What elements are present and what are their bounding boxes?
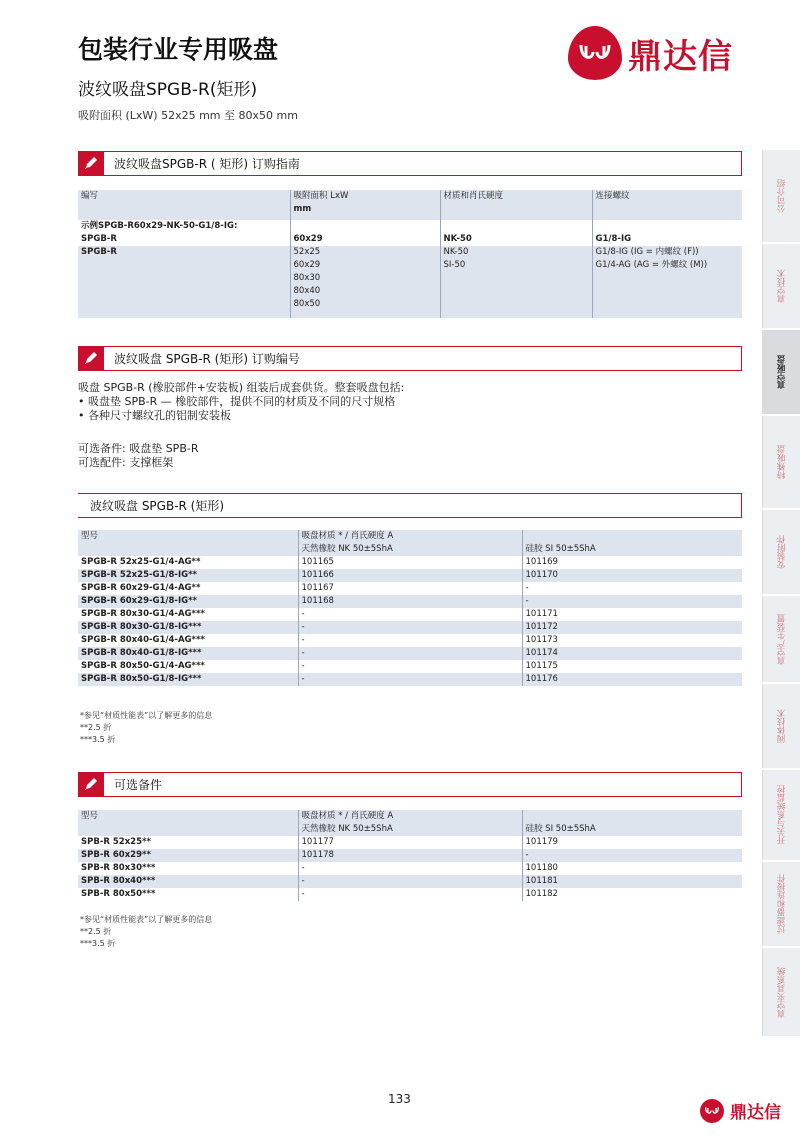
table-header-row: 天然橡胶 NK 50±5ShA 硅胶 SI 50±5ShA <box>78 543 742 556</box>
table-row <box>78 888 742 901</box>
area-range: 吸附面积 (LxW) 52x25 mm 至 80x50 mm <box>78 109 298 122</box>
part-number-cell: 101169 <box>522 556 742 569</box>
model-cell: SPGB-R 60x29-G1/8-IG** <box>78 595 298 608</box>
section-spare-parts: 可选备件 <box>78 772 742 797</box>
sidebar-tab[interactable]: 安装附件 <box>762 510 800 594</box>
part-number-cell: - <box>522 595 742 608</box>
part-number-cell: - <box>298 862 522 875</box>
part-number-cell: 101182 <box>522 888 742 901</box>
spare-table <box>78 810 742 901</box>
part-number-cell: - <box>298 660 522 673</box>
product-table <box>78 530 742 686</box>
page-title: 包装行业专用吸盘 <box>78 35 279 64</box>
header-cell: 编写 <box>78 190 290 220</box>
model-cell: SPB-R 52x25** <box>81 837 151 847</box>
model-cell: SPGB-R 80x30-G1/8-IG*** <box>78 621 298 634</box>
table-row: 示例SPGB-R60x29-NK-50-G1/8-IG: <box>78 220 742 233</box>
part-number-cell: - <box>298 608 522 621</box>
table-row: SPGB-R 60x29 NK-50 G1/8-IG <box>78 233 742 246</box>
part-number-cell: 101181 <box>522 875 742 888</box>
section-product-table: 波纹吸盘 SPGB-R (矩形) <box>78 493 742 518</box>
model-cell: SPGB-R 80x40-G1/8-IG*** <box>78 647 298 660</box>
model-cell: SPB-R 80x50*** <box>81 889 156 899</box>
sidebar-tab[interactable]: 真空夹具系统 <box>762 948 800 1036</box>
table-row: SPGB-R 52x25 60x29 80x30 80x40 80x50 NK-50 SI-50 G1/8-IG (IG = 内螺纹 (F)) G1/4-AG (AG = 外螺纹 (M)) <box>78 246 742 318</box>
section-order-number: 波纹吸盘 SPGB-R (矩形) 订购编号 <box>78 346 742 371</box>
footnotes: *参见“材质性能表”以了解更多的信息 **2.5 折 ***3.5 折 <box>80 711 213 744</box>
sidebar-tab[interactable]: 真空技术 <box>762 244 800 328</box>
table-row <box>78 634 742 647</box>
sidebar-tab[interactable]: 过滤器和连接件 <box>762 862 800 946</box>
page-number: 133 <box>388 1092 411 1106</box>
brand-name: 鼎达信 <box>628 36 733 77</box>
brand-mark-icon <box>700 1099 724 1123</box>
intro-text: 吸盘 SPGB-R (橡胶部件+安装板) 组装后成套供货。整套吸盘包括: • 吸盘垫 SPB-R — 橡胶部件，提供不同的材质及不同的尺寸规格 • 各种尺寸螺纹孔的铝制安装板 <box>78 381 405 422</box>
sidebar-tab[interactable]: 真空产生装置 <box>762 596 800 682</box>
header-cell: 材质和肖氏硬度 <box>440 190 592 220</box>
part-number-cell: - <box>298 647 522 660</box>
part-number-cell: 101173 <box>522 634 742 647</box>
table-row <box>78 862 742 875</box>
model-cell: SPB-R 80x40*** <box>78 875 298 888</box>
table-header-row <box>78 190 742 220</box>
part-number-cell: 101168 <box>298 595 522 608</box>
model-cell: SPGB-R 80x50-G1/4-AG*** <box>81 661 205 671</box>
header-cell: 吸附面积 LxW mm <box>290 190 440 220</box>
pencil-icon <box>78 772 104 797</box>
part-number-cell: - <box>522 849 742 862</box>
sidebar-tab[interactable]: 公司介绍 <box>762 150 800 242</box>
table-row <box>78 582 742 595</box>
section-order-guide <box>78 151 742 176</box>
table-row <box>78 647 742 660</box>
part-number-cell: - <box>298 634 522 647</box>
model-cell: SPGB-R 60x29-G1/4-AG** <box>81 583 201 593</box>
model-cell: SPB-R 60x29** <box>78 849 298 862</box>
sidebar-tab[interactable]: 阀体技术 <box>762 684 800 768</box>
pencil-icon <box>78 151 104 176</box>
table-row <box>78 836 742 849</box>
model-cell: SPGB-R 52x25-G1/8-IG** <box>78 569 298 582</box>
table-row <box>78 673 742 686</box>
part-number-cell: 101167 <box>298 582 522 595</box>
model-cell: SPGB-R 80x40-G1/4-AG*** <box>81 635 205 645</box>
sidebar-tab[interactable]: 特殊吸盘 <box>762 416 800 508</box>
header-cell: 连接螺纹 <box>592 190 742 220</box>
part-number-cell: - <box>298 621 522 634</box>
part-number-cell: 101175 <box>522 660 742 673</box>
sidebar-tab[interactable]: 开关与系统监控 <box>762 770 800 860</box>
part-number-cell: 101165 <box>298 556 522 569</box>
brand-mark-icon <box>568 26 622 80</box>
table-header-row: 型号 吸盘材质 * / 肖氏硬度 A <box>78 810 742 823</box>
table-row <box>78 556 742 569</box>
brand-logo-footer: 鼎达信 <box>700 1098 781 1123</box>
part-number-cell: 101170 <box>522 569 742 582</box>
section-title: 波纹吸盘SPGB-R ( 矩形) 订购指南 <box>114 157 300 171</box>
model-cell: SPB-R 80x30*** <box>81 863 156 873</box>
table-row <box>78 595 742 608</box>
part-number-cell: 101171 <box>522 608 742 621</box>
page-subtitle: 波纹吸盘SPGB-R(矩形) <box>78 80 258 100</box>
table-row <box>78 621 742 634</box>
part-number-cell: 101177 <box>298 836 522 849</box>
model-cell: SPGB-R 80x30-G1/4-AG*** <box>81 609 205 619</box>
optional-text: 可选备件: 吸盘垫 SPB-R 可选配件: 支撑框架 <box>78 442 199 469</box>
table-header-row: 型号 吸盘材质 * / 肖氏硬度 A <box>78 530 742 543</box>
part-number-cell: 101179 <box>522 836 742 849</box>
part-number-cell: - <box>298 875 522 888</box>
part-number-cell: 101174 <box>522 647 742 660</box>
footnotes: *参见“材质性能表”以了解更多的信息 **2.5 折 ***3.5 折 <box>80 915 213 948</box>
part-number-cell: 101180 <box>522 862 742 875</box>
order-guide-table <box>78 190 742 318</box>
part-number-cell: 101176 <box>522 673 742 686</box>
table-row <box>78 849 742 862</box>
part-number-cell: 101166 <box>298 569 522 582</box>
part-number-cell: - <box>522 582 742 595</box>
brand-logo <box>568 26 733 80</box>
part-number-cell: 101172 <box>522 621 742 634</box>
sidebar-tab-active[interactable]: 真空吸盘 <box>762 330 800 414</box>
table-row <box>78 660 742 673</box>
table-row <box>78 608 742 621</box>
table-header-row: 天然橡胶 NK 50±5ShA 硅胶 SI 50±5ShA <box>78 823 742 836</box>
part-number-cell: 101178 <box>298 849 522 862</box>
table-row <box>78 569 742 582</box>
model-cell: SPGB-R 80x50-G1/8-IG*** <box>78 673 298 686</box>
model-cell: SPGB-R 52x25-G1/4-AG** <box>81 557 201 567</box>
pencil-icon <box>78 346 104 371</box>
part-number-cell: - <box>298 673 522 686</box>
table-row <box>78 875 742 888</box>
part-number-cell: - <box>298 888 522 901</box>
